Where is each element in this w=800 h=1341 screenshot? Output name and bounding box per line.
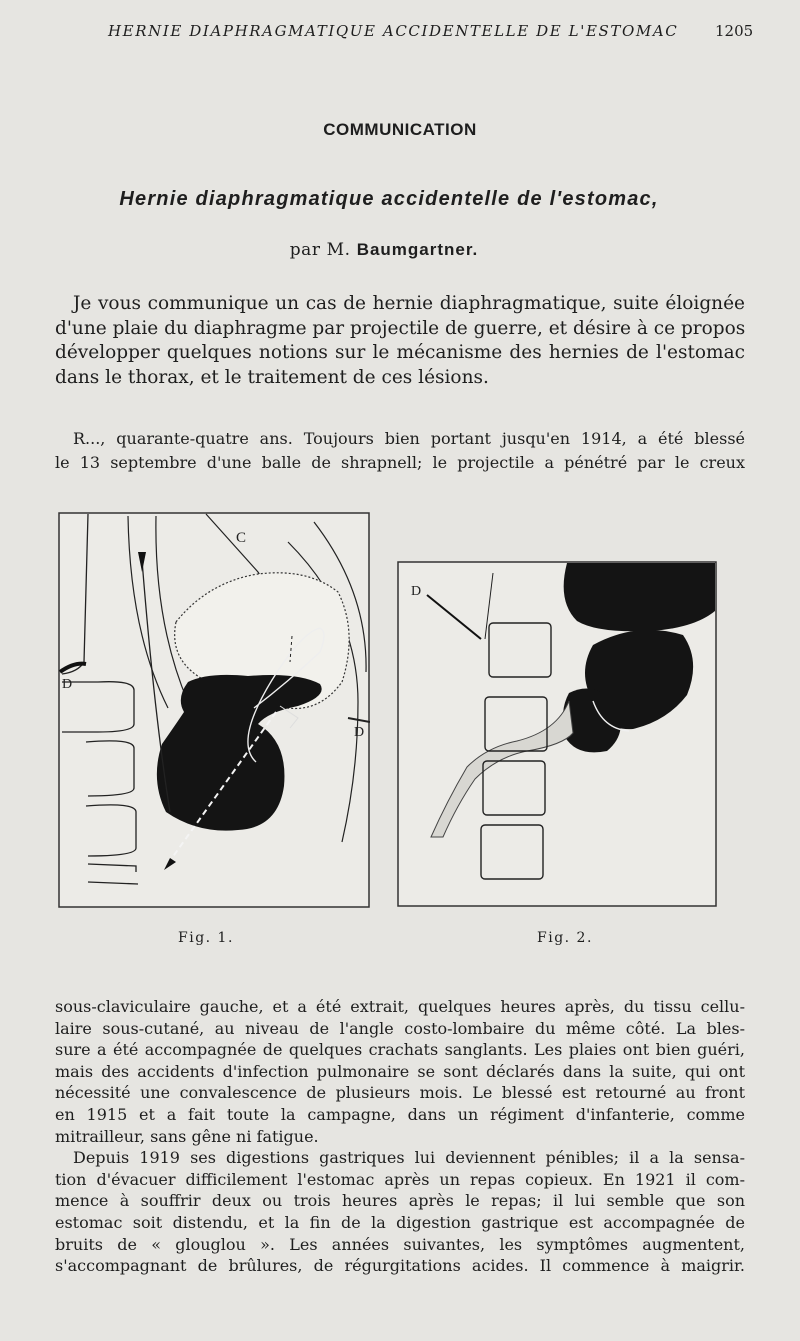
intro-paragraph [55, 292, 745, 390]
figure-2-caption: Fig. 2. [537, 930, 593, 946]
text-line: le 13 septembre d'une balle de shrapnell; le projectile a pénétré par le creux [55, 453, 745, 472]
byline-prefix: par M. [289, 240, 351, 260]
text-line: laire sous-cutané, au niveau de l'angle costo-lombaire du même côté. La bles- [55, 1018, 745, 1038]
upper-dark-shadow [564, 563, 715, 631]
label-d-right: D [354, 725, 365, 740]
text-line: développer quelques notions sur le mécanisme des hernies de l'estomac [55, 342, 745, 363]
text-line: R..., quarante-quatre ans. Toujours bien portant jusqu'en 1914, a été blessé [73, 429, 745, 448]
label-d: D [411, 584, 422, 599]
text-line: dans le thorax, et le traitement de ces lésions. [55, 366, 489, 388]
text-line: Je vous communique un cas de hernie diaphragmatique, suite éloignée [73, 293, 745, 314]
text-line: d'une plaie du diaphragme par projectile de guerre, et désire à ce propos [55, 317, 746, 339]
text-line: mitrailleur, sans gêne ni fatigue. [55, 1126, 319, 1146]
running-title: HERNIE DIAPHRAGMATIQUE ACCIDENTELLE DE L'ESTOMAC [108, 22, 679, 40]
text-line: mence à souffrir deux ou trois heures après le repas; il lui semble que son [55, 1191, 745, 1211]
case-continuation [55, 996, 745, 1277]
text-line: sure a été accompagnée de quelques crachats sanglants. Les plaies ont bien guéri, [55, 1040, 745, 1060]
page-number: 1205 [715, 22, 754, 40]
text-line: bruits de « glouglou ». Les années suivantes, les symptômes augmentent, [55, 1234, 745, 1254]
figure-1-caption: Fig. 1. [178, 930, 234, 946]
text-line: en 1915 et a fait toute la campagne, dans un régiment d'infanterie, comme [55, 1104, 745, 1124]
article-title: Hernie diaphragmatique accidentelle de l'estomac, [119, 188, 659, 210]
text-line: estomac soit distendu, et la fin de la digestion gastrique est accompagnée de [55, 1212, 745, 1232]
text-line: s'accompagnant de brûlures, de régurgitations acides. Il commence à maigrir. [55, 1256, 745, 1276]
case-paragraph [55, 427, 745, 475]
text-line: nécessité une convalescence de plusieurs mois. Le blessé est retourné au front [55, 1083, 745, 1103]
text-line: sous-claviculaire gauche, et a été extrait, quelques heures après, du tissu cellu- [55, 997, 745, 1016]
figure-1-diagram [58, 512, 370, 908]
figure-2-diagram [397, 561, 717, 907]
text-line: Depuis 1919 ses digestions gastriques lui deviennent pénibles; il a la sensa- [73, 1148, 745, 1168]
byline [0, 240, 768, 260]
author-name: Baumgartner. [356, 240, 479, 259]
label-c: C [236, 530, 247, 546]
label-d-left: D [62, 677, 73, 692]
text-line: tion d'évacuer difficilement l'estomac après un repas copieux. En 1921 il com- [55, 1169, 745, 1189]
section-label: COMMUNICATION [323, 120, 477, 139]
text-line: mais des accidents d'infection pulmonaire se sont déclarés dans la suite, qui ont [55, 1061, 745, 1081]
